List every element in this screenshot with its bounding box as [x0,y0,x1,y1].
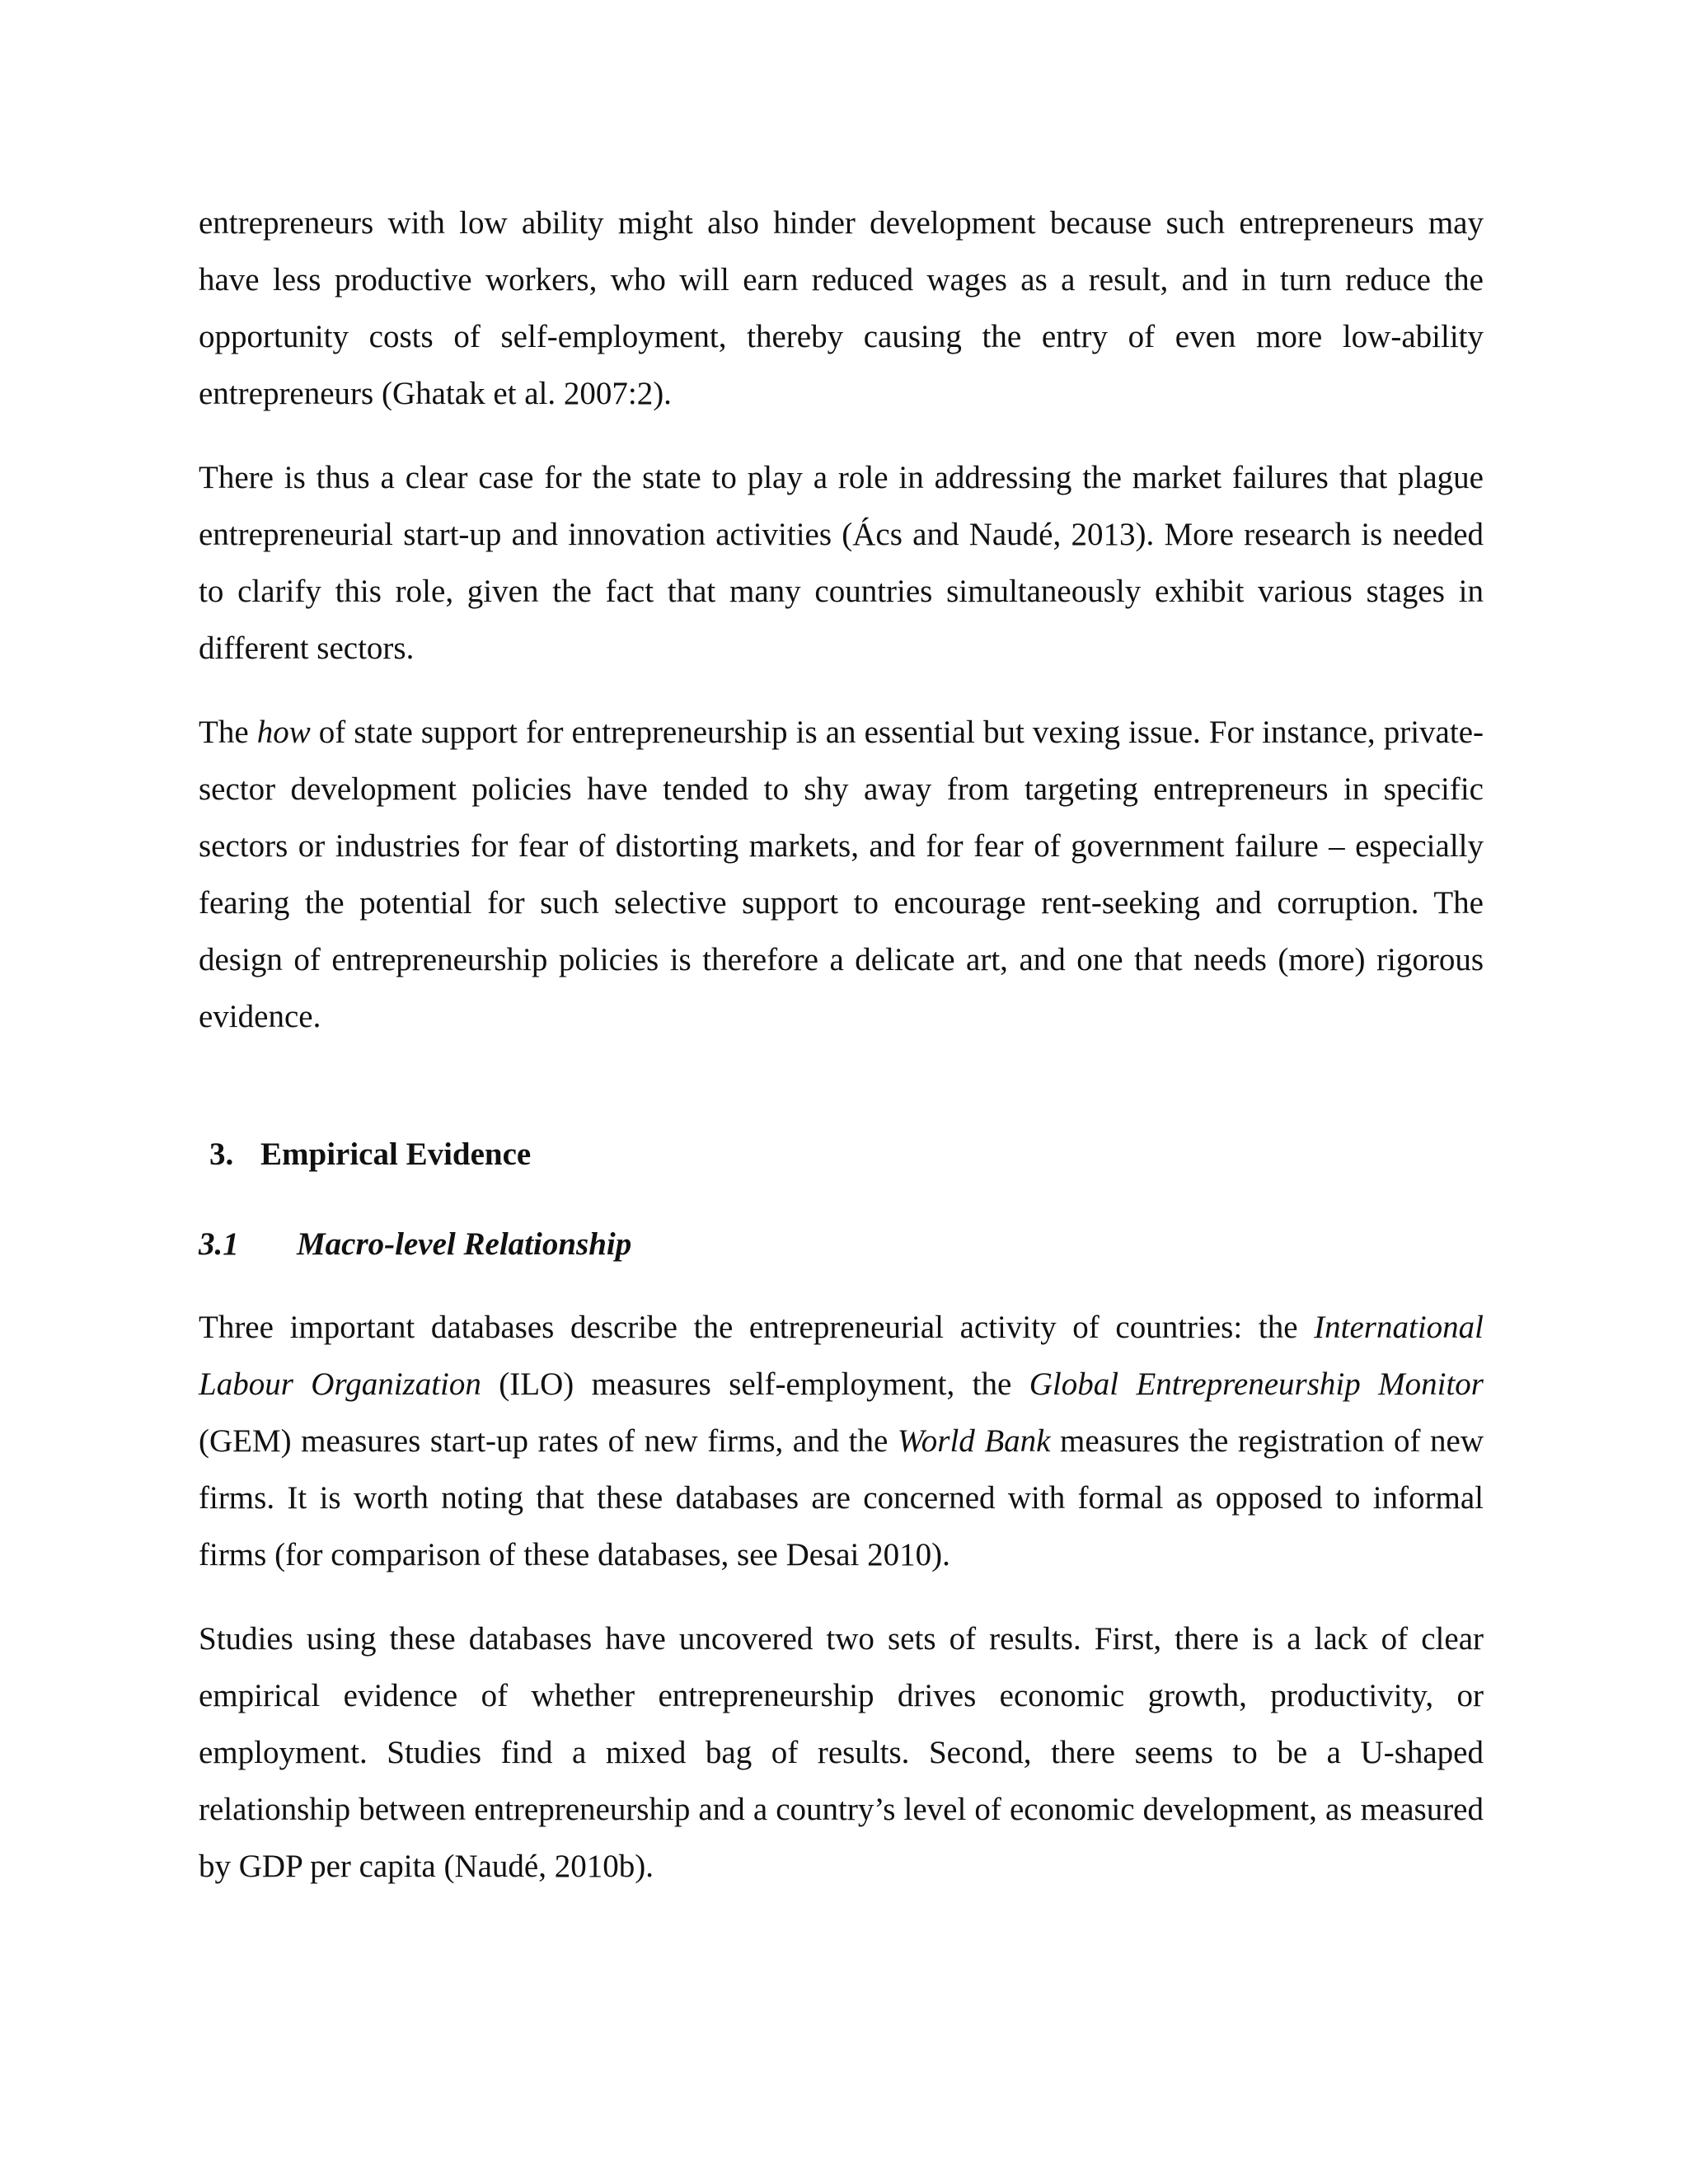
paragraph-how-text-before: The [199,715,257,750]
paragraph-how-text-after: of state support for entrepreneurship is an essential but vexing issue. For instance, private-sector development policies have tended to shy away from targeting entrepreneurs in specific sectors or industries for fear of distorting markets, and for fear of government failure – especially fearing the potential for such selective support to encourage rent-seeking and corruption. The design of entrepreneurship policies is therefore a delicate art, and one that needs (more) rigorous evidence. [199,715,1484,1034]
paragraph-how-of-support [199,704,1484,1045]
paragraph-how-emphasis: how [256,715,311,750]
paragraph-databases-text-4: measures the registration of new firms. It is worth noting that these databases are concerned with formal as opposed to informal firms (for comparison of these databases, see Desai 2010). [199,1423,1484,1572]
paragraph-state-role: There is thus a clear case for the state to play a role in addressing the market failures that plague entrepreneurial start-up and innovation activities (Ács and Naudé, 2013). More research is needed to clarify this role, given the fact that many countries simultaneously exhibit various stages in different sectors. [199,460,1484,666]
paragraph-ability-hinder: entrepreneurs with low ability might also hinder development because such entrepreneurs may have less productive workers, who will earn reduced wages as a result, and in turn reduce the opportunity costs of self-employment, thereby causing the entry of even more low-ability entrepreneurs (Ghatak et al. 2007:2). [199,205,1484,411]
paragraph-databases-text-2: (ILO) measures self-employment, the [481,1366,1029,1402]
paragraph-studies-results: Studies using these databases have uncovered two sets of results. First, there is a lack of clear empirical evidence of whether entrepreneurship drives economic growth, productivity, or employment. Studies find a mixed bag of results. Second, there seems to be a U-shaped relationship between entrepreneurship and a country’s level of economic development, as measured by GDP per capita (Naudé, 2010b). [199,1621,1484,1884]
paragraph-databases [199,1299,1484,1583]
document-page [199,194,1484,1922]
section-number: 3. [209,1137,234,1172]
gem-name: Global Entrepreneurship Monitor [1029,1366,1484,1402]
paragraph-databases-text-3: (GEM) measures start-up rates of new firms, and the [199,1423,898,1459]
world-bank-name: World Bank [897,1423,1051,1459]
paragraph-databases-text-1: Three important databases describe the entrepreneurial activity of countries: the [199,1310,1315,1345]
subsection-heading [199,1216,1484,1272]
ilo-name: International Labour Organization [199,1310,1484,1402]
section-heading [209,1126,1484,1183]
subsection-number: 3.1 [199,1226,239,1262]
section-title: Empirical Evidence [260,1137,532,1172]
subsection-title: Macro-level Relationship [297,1226,632,1262]
